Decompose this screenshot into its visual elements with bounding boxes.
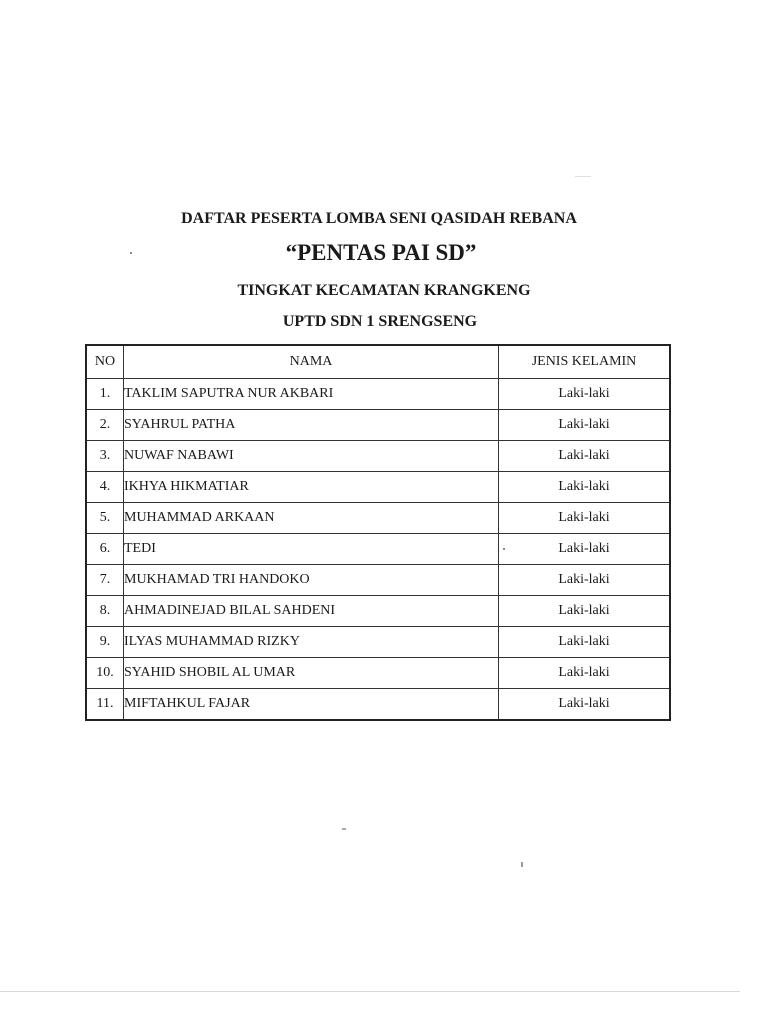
- table-row: [86, 410, 670, 441]
- participant-name: AHMADINEJAD BILAL SAHDENI: [124, 596, 499, 627]
- table-row: [86, 379, 670, 410]
- page-edge-line: [0, 991, 740, 992]
- header-no: NO: [86, 345, 124, 379]
- participant-gender: Laki-laki: [499, 689, 671, 721]
- participant-name: TAKLIM SAPUTRA NUR AKBARI: [124, 379, 499, 410]
- table-row: [86, 565, 670, 596]
- participant-name: SYAHID SHOBIL AL UMAR: [124, 658, 499, 689]
- row-number: 7.: [86, 565, 124, 596]
- participant-name: MIFTAHKUL FAJAR: [124, 689, 499, 721]
- row-number: 2.: [86, 410, 124, 441]
- event-name: “PENTAS PAI SD”: [285, 240, 477, 265]
- table-row: [86, 627, 670, 658]
- participant-gender: Laki-laki: [499, 379, 671, 410]
- row-number: 6.: [86, 534, 124, 565]
- participant-name: IKHYA HIKMATIAR: [124, 472, 499, 503]
- scan-speck: [521, 862, 523, 867]
- participant-name: SYAHRUL PATHA: [124, 410, 499, 441]
- table-row: [86, 596, 670, 627]
- row-number: 9.: [86, 627, 124, 658]
- participant-gender: Laki-laki: [499, 503, 671, 534]
- participant-gender: Laki-laki: [499, 596, 671, 627]
- participant-gender: Laki-laki: [499, 472, 671, 503]
- participant-gender: Laki-laki: [499, 534, 671, 565]
- row-number: 4.: [86, 472, 124, 503]
- participant-gender: Laki-laki: [499, 410, 671, 441]
- participant-gender: Laki-laki: [499, 565, 671, 596]
- participant-name: MUKHAMAD TRI HANDOKO: [124, 565, 499, 596]
- row-number: 11.: [86, 689, 124, 721]
- row-number: 10.: [86, 658, 124, 689]
- scan-speck: [575, 176, 591, 177]
- level-subtitle: TINGKAT KECAMATAN KRANGKENG: [237, 282, 531, 299]
- scan-speck: [342, 828, 346, 830]
- participant-name: NUWAF NABAWI: [124, 441, 499, 472]
- participant-name: MUHAMMAD ARKAAN: [124, 503, 499, 534]
- row-number: 8.: [86, 596, 124, 627]
- table-row: [86, 503, 670, 534]
- scan-speck: [130, 252, 132, 254]
- table-header-row: [86, 345, 670, 379]
- participant-gender: Laki-laki: [499, 658, 671, 689]
- participant-table: [85, 344, 671, 721]
- header-nama: NAMA: [124, 345, 499, 379]
- table-row: [86, 658, 670, 689]
- table-row: [86, 472, 670, 503]
- table-row: [86, 441, 670, 472]
- school-subtitle: UPTD SDN 1 SRENGSENG: [282, 313, 478, 330]
- participant-gender: Laki-laki: [499, 627, 671, 658]
- header-jenis-kelamin: JENIS KELAMIN: [499, 345, 671, 379]
- participant-name: TEDI: [124, 534, 499, 565]
- row-number: 1.: [86, 379, 124, 410]
- row-number: 3.: [86, 441, 124, 472]
- participant-gender: Laki-laki: [499, 441, 671, 472]
- document-title: DAFTAR PESERTA LOMBA SENI QASIDAH REBANA: [181, 210, 577, 227]
- row-number: 5.: [86, 503, 124, 534]
- table-row: [86, 534, 670, 565]
- scan-speck: [503, 548, 505, 550]
- table-row: [86, 689, 670, 721]
- participant-name: ILYAS MUHAMMAD RIZKY: [124, 627, 499, 658]
